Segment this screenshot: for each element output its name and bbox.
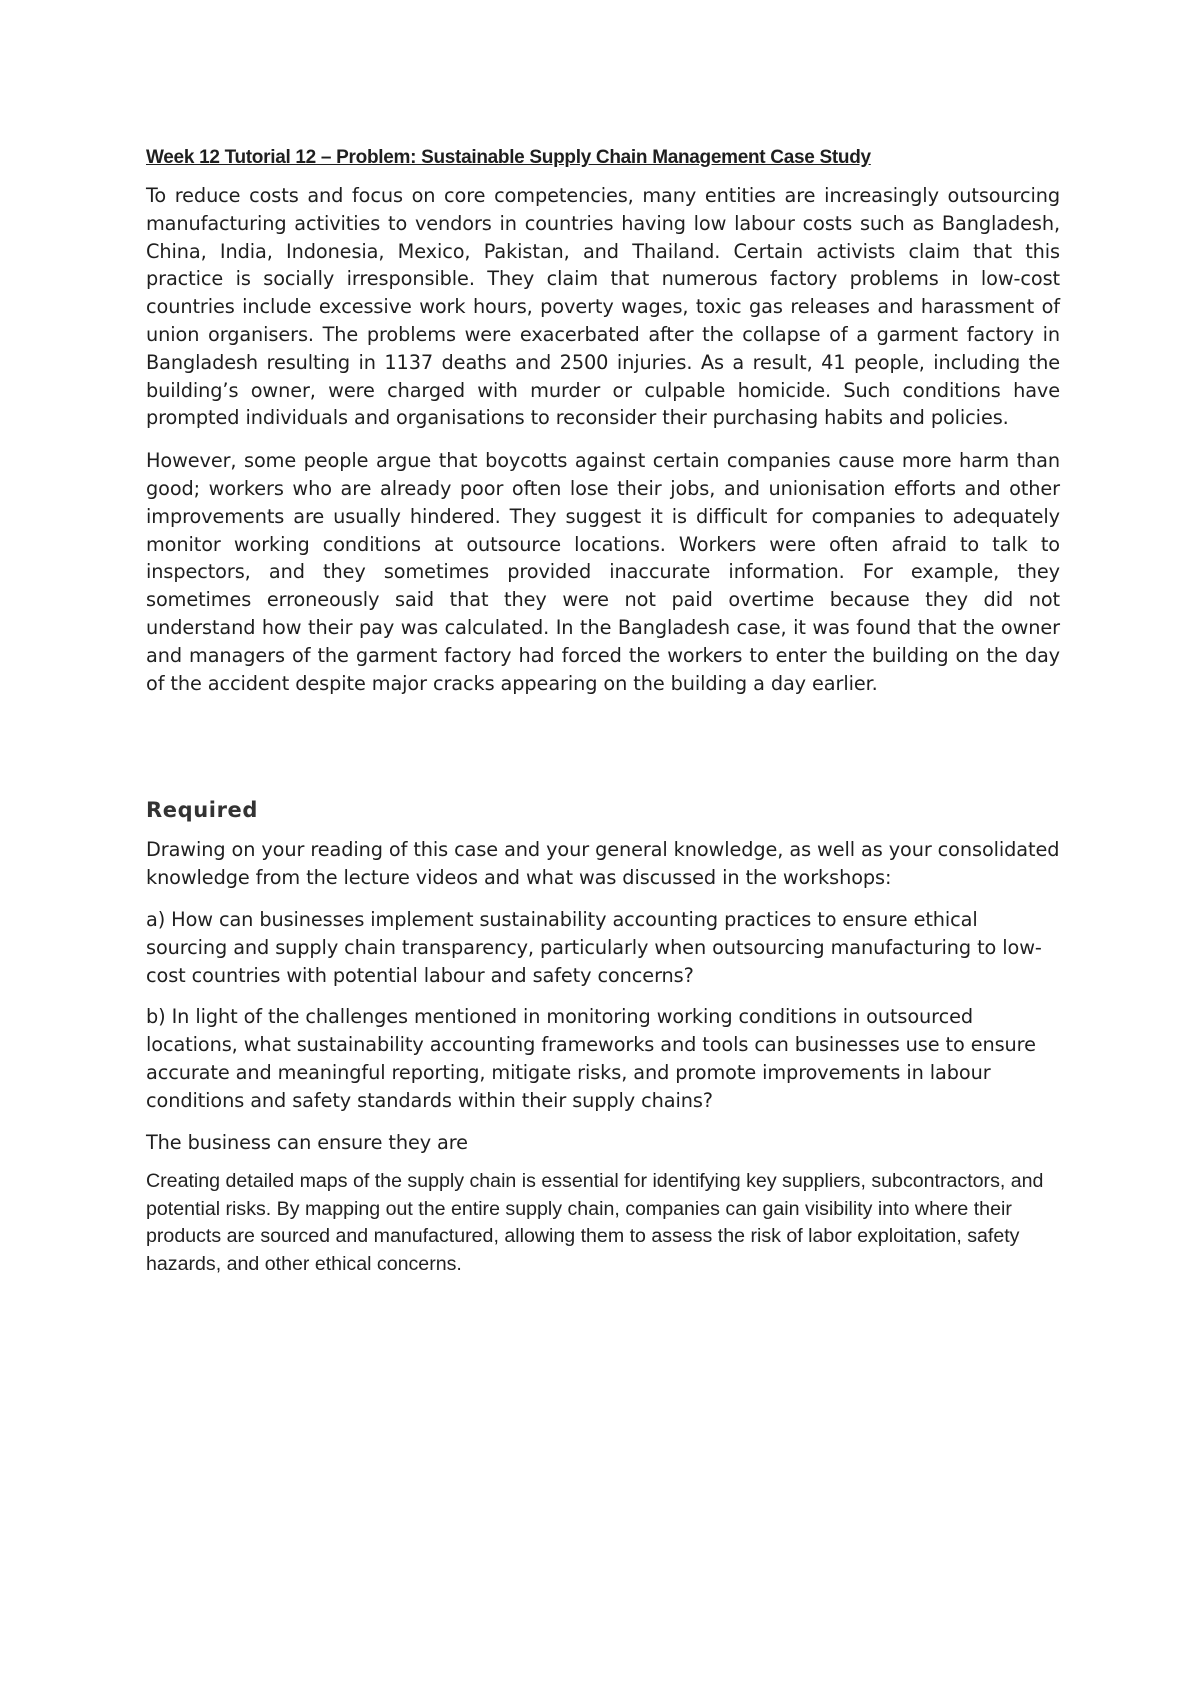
document-title: Week 12 Tutorial 12 – Problem: Sustainable Supply Chain Management Case Study [146,147,871,168]
question-b: b) In light of the challenges mentioned in monitoring working conditions in outsourced locations, what sustainability accounting frameworks and tools can businesses use to ensure accurate and meaningful reporting, mitigate risks, and promote improvements in labour conditions and safety standards within their supply chains? [146,1005,1036,1112]
case-paragraph-1: To reduce costs and focus on core competencies, many entities are increasingly outsourcing manufacturing activities to vendors in countries having low labour costs such as Bangladesh, China, India, Indonesia, Mexico, Pakistan, and Thailand. Certain activists claim that this practice is socially irresponsible. They claim that numerous factory problems in low-cost countries include excessive work hours, poverty wages, toxic gas releases and harassment of union organisers. The problems were exacerbated after the collapse of a garment factory in Bangladesh resulting in 1137 deaths and 2500 injuries. As a result, 41 people, including the building’s owner, were charged with murder or culpable homicide. Such conditions have prompted individuals and organisations to reconsider their purchasing habits and policies. [146,184,1060,430]
question-a: a) How can businesses implement sustainability accounting practices to ensure ethical sourcing and supply chain transparency, particularly when outsourcing manufacturing to low-cost countries with potential labour and safety concerns? [146,907,1042,987]
answer-lead: The business can ensure they are [146,1130,468,1154]
answer-body: Creating detailed maps of the supply chain is essential for identifying key suppliers, subcontractors, and potential risks. By mapping out the entire supply chain, companies can gain visibility into where their products are sourced and manufactured, allowing them to assess the risk of labor exploitation, safety hazards, and other ethical concerns. [146,1170,1044,1275]
document-content [146,146,1060,1278]
required-heading: Required [146,798,259,823]
required-intro: Drawing on your reading of this case and your general knowledge, as well as your consolidated knowledge from the lecture videos and what was discussed in the workshops: [146,838,1060,890]
case-paragraph-2: However, some people argue that boycotts against certain companies cause more harm than good; workers who are already poor often lose their jobs, and unionisation efforts and other improvements are usually hindered. They suggest it is difficult for companies to adequately monitor working conditions at outsource locations. Workers were often afraid to talk to inspectors, and they sometimes provided inaccurate information. For example, they sometimes erroneously said that they were not paid overtime because they did not understand how their pay was calculated. In the Bangladesh case, it was found that the owner and managers of the garment factory had forced the workers to enter the building on the day of the accident despite major cracks appearing on the building a day earlier. [146,449,1060,695]
